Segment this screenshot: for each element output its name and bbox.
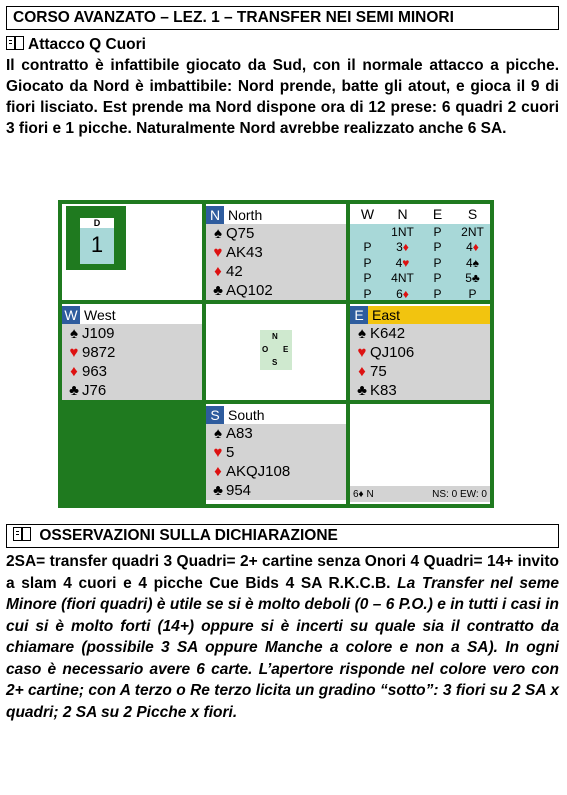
bid-cell: P <box>468 286 477 300</box>
bid-cell: 2NT <box>461 224 484 239</box>
west-cell <box>62 304 202 400</box>
bid-cell: P <box>433 255 442 270</box>
bid-cell: P <box>433 271 442 286</box>
south-name: South <box>228 406 265 423</box>
bid-cell: P <box>433 224 442 239</box>
bid-cell: P <box>433 240 442 255</box>
north-cell <box>206 204 346 300</box>
bid-cell: 3♦ <box>396 240 409 255</box>
west-name: West <box>84 306 116 323</box>
east-hearts: QJ106 <box>370 344 415 361</box>
lead-line <box>6 34 559 55</box>
bid-cell: 4♠ <box>465 255 480 270</box>
bid-cell: 5♣ <box>465 271 480 286</box>
compass-s: S <box>272 358 278 367</box>
east-clubs: K83 <box>370 382 397 399</box>
bidding-cell <box>350 204 490 300</box>
section2-body <box>6 551 559 723</box>
bid-cell: P <box>363 255 372 270</box>
west-diamonds: 963 <box>82 363 108 380</box>
spade-icon: ♠ <box>70 325 78 342</box>
heart-icon: ♥ <box>357 344 367 361</box>
heart-icon: ♥ <box>213 444 223 461</box>
south-clubs: 954 <box>226 482 252 499</box>
bidding-header-cell: S <box>467 206 478 222</box>
west-letter: W <box>62 306 80 324</box>
bidding-row <box>350 224 490 240</box>
compass-o: O <box>262 345 269 354</box>
table-center-cell <box>206 304 346 400</box>
club-icon: ♣ <box>213 482 223 499</box>
compass-n: N <box>272 332 278 341</box>
south-spades: A83 <box>226 425 253 442</box>
board-number-box <box>80 218 114 264</box>
spade-icon: ♠ <box>214 225 222 242</box>
south-hand <box>206 406 346 500</box>
north-hearts: AK43 <box>226 244 263 261</box>
south-diamonds: AKQJ108 <box>226 463 291 480</box>
diamond-icon: ♦ <box>214 463 222 480</box>
west-label <box>62 306 202 324</box>
book-icon <box>13 527 31 541</box>
bid-cell: 1NT <box>391 224 414 239</box>
south-cell <box>206 404 346 504</box>
dealer-label: D <box>80 218 114 228</box>
section2-italic-text: La Transfer nel seme Minore (fiori quadri) è utile se si è molto deboli (0 – 6 P.O.) e in tutti i casi in cui si è molto forti (14+) oppure si è incerti su quale sia il contratto da chiamare (possibile 3 SA oppure Manche a colore e non a SA). In ogni caso è necessario avere 6 carte. L’apertore risponde nel colore vero con 2+ cartine; con A terzo o Re terzo licita un gradino “sotto”: 3 fiori su 2 SA x quadri; 2 SA su 2 Picche x fiori. <box>6 574 559 721</box>
north-name: North <box>228 206 263 223</box>
bidding-header <box>350 206 490 224</box>
bidding-body <box>350 224 490 300</box>
bidding-row <box>350 286 490 300</box>
south-hearts: 5 <box>226 444 235 461</box>
bidding-header-cell: W <box>360 206 375 222</box>
west-clubs: J76 <box>82 382 107 399</box>
spade-icon: ♠ <box>214 425 222 442</box>
east-diamonds: 75 <box>370 363 387 380</box>
intro-block <box>6 34 559 139</box>
north-clubs: AQ102 <box>226 282 273 299</box>
result-bar <box>350 486 490 502</box>
east-label <box>350 306 490 324</box>
bridge-diagram <box>58 200 494 508</box>
club-icon: ♣ <box>357 382 367 399</box>
bid-cell: 4NT <box>391 271 414 286</box>
bid-cell: P <box>363 286 372 300</box>
bidding-header-cell: E <box>432 206 443 222</box>
north-label <box>206 206 346 224</box>
lead-text: Attacco Q Cuori <box>28 36 146 53</box>
east-spades: K642 <box>370 325 406 342</box>
west-hand <box>62 306 202 400</box>
bid-cell: 6♦ <box>396 286 409 300</box>
east-name: East <box>372 306 401 323</box>
section2-title-text: OSSERVAZIONI SULLA DICHIARAZIONE <box>39 527 338 544</box>
compass-e: E <box>283 345 289 354</box>
north-letter: N <box>206 206 224 224</box>
north-hand <box>206 206 346 300</box>
bid-cell: P <box>363 240 372 255</box>
bid-cell: P <box>363 271 372 286</box>
empty-cell <box>62 404 202 504</box>
intro-text: Il contratto è infattibile giocato da Sud, con il normale attacco a picche. Giocato da Nord è imbattibile: Nord prende, batte gli atout, e gioca il 9 di fiori lisciato. Est prende ma Nord dispone ora di 12 prese: 6 quadri 2 cuori 3 fiori e 1 picche. Naturalmente Nord avrebbe realizzato anche 6 SA. <box>6 57 559 137</box>
bidding-row <box>350 271 490 287</box>
east-cell <box>350 304 490 400</box>
bid-cell: 4♦ <box>466 240 479 255</box>
diamond-icon: ♦ <box>214 263 222 280</box>
south-label <box>206 406 346 424</box>
bidding-row <box>350 255 490 271</box>
bidding-table <box>350 206 490 300</box>
diamond-icon: ♦ <box>358 363 366 380</box>
diamond-icon: ♦ <box>70 363 78 380</box>
dealer-box <box>66 206 126 270</box>
east-letter: E <box>350 306 368 324</box>
heart-icon: ♥ <box>213 244 223 261</box>
spade-icon: ♠ <box>358 325 366 342</box>
club-icon: ♣ <box>69 382 79 399</box>
south-letter: S <box>206 406 224 424</box>
page-title: CORSO AVANZATO – LEZ. 1 – TRANSFER NEI SEMI MINORI <box>6 6 559 30</box>
bid-cell: P <box>433 286 442 300</box>
section2-title <box>6 524 559 548</box>
east-hand <box>350 306 490 400</box>
bidding-row <box>350 240 490 256</box>
contract-text: 6♦ N <box>353 488 374 500</box>
west-spades: J109 <box>82 325 115 342</box>
book-icon <box>6 36 24 50</box>
board-number: 1 <box>90 232 104 257</box>
score-text: NS: 0 EW: 0 <box>432 488 487 500</box>
heart-icon: ♥ <box>69 344 79 361</box>
west-hearts: 9872 <box>82 344 116 361</box>
section2-bold-text: 2SA= transfer quadri 3 Quadri= 2+ cartine senza Onori 4 Quadri= 14+ invito a slam 4 cuori e 4 picche Cue Bids 4 SA R.K.C.B. <box>6 553 559 592</box>
north-spades: Q75 <box>226 225 255 242</box>
north-diamonds: 42 <box>226 263 243 280</box>
bidding-header-cell: N <box>397 206 408 222</box>
club-icon: ♣ <box>213 282 223 299</box>
bid-cell: 4♥ <box>395 255 410 270</box>
compass-icon <box>260 330 292 370</box>
